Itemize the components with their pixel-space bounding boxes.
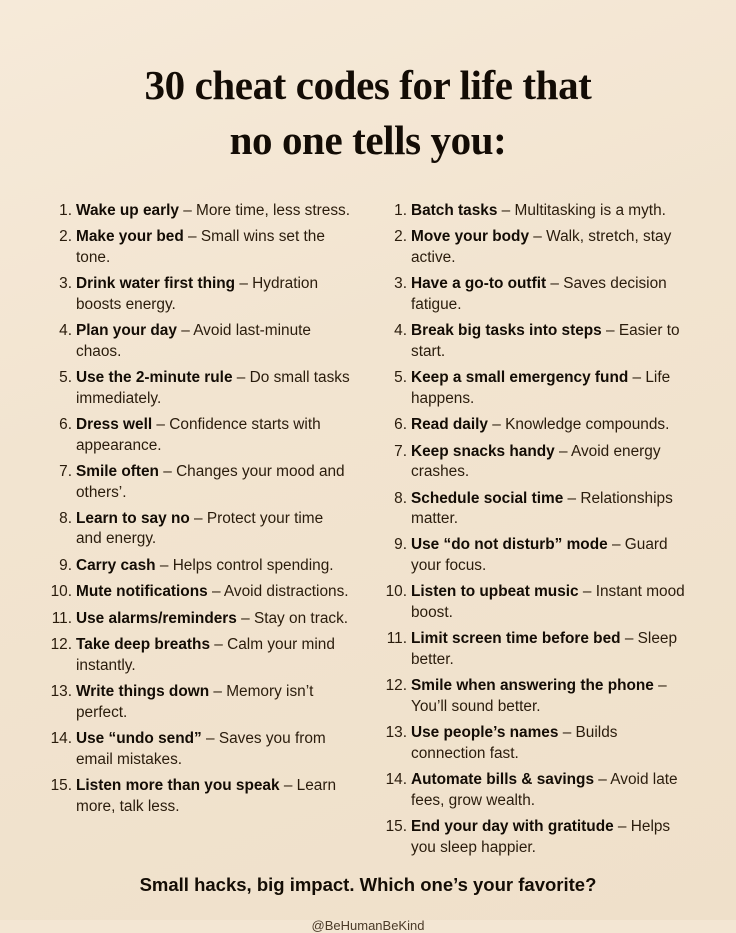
tip-term: Schedule social time <box>411 489 564 507</box>
tip-term: Use “undo send” <box>76 730 202 748</box>
tip-rest: – Small wins set the tone. <box>76 228 325 266</box>
tip-rest: – Protect your time and energy. <box>76 509 324 548</box>
tip-rest: – Avoid last-minute chaos. <box>76 322 311 360</box>
tip-term: Listen more than you speak <box>76 777 280 795</box>
tip-rest: – Instant mood boost. <box>411 583 685 621</box>
list-item <box>76 201 353 221</box>
page-title-line-1: 30 cheat codes for life that <box>144 62 592 108</box>
footer-call-to-action: Small hacks, big impact. Which one’s your favorite? <box>139 874 597 896</box>
tip-rest: – Calm your mind instantly. <box>76 636 335 674</box>
list-item <box>411 415 688 435</box>
list-item <box>411 227 688 268</box>
tip-term: Use alarms/reminders <box>76 609 237 627</box>
list-item <box>411 770 688 811</box>
tip-term: Read daily <box>411 416 488 434</box>
list-item <box>411 442 688 483</box>
list-item <box>76 509 353 550</box>
tip-term: Move your body <box>411 228 530 246</box>
tip-rest: – Life happens. <box>411 369 671 407</box>
tip-rest: – Knowledge compounds. <box>487 416 670 434</box>
tips-columns <box>34 201 702 865</box>
tip-rest: – Walk, stretch, stay active. <box>411 228 672 266</box>
tip-term: Automate bills & savings <box>411 771 595 789</box>
page-title-line-2: no one tells you: <box>229 117 507 164</box>
list-item <box>411 321 688 362</box>
list-item <box>76 682 353 723</box>
tip-rest: – Saves you from email mistakes. <box>76 730 326 768</box>
list-item <box>76 556 353 576</box>
tip-rest: – Saves decision fatigue. <box>411 275 667 313</box>
tip-term: Learn to say no <box>76 509 190 527</box>
list-item <box>411 723 688 764</box>
tip-rest: – Sleep better. <box>411 630 678 668</box>
tip-term: Dress well <box>76 416 153 434</box>
list-item <box>76 462 353 503</box>
list-item <box>411 489 688 530</box>
tip-term: Plan your day <box>76 322 177 340</box>
tip-term: Use people’s names <box>411 724 559 742</box>
list-item <box>76 415 353 456</box>
list-item <box>411 201 688 221</box>
tip-term: End your day with gratitude <box>411 818 614 836</box>
tip-rest: – Confidence starts with appearance. <box>76 416 321 454</box>
tip-term: Limit screen time before bed <box>411 630 621 648</box>
tip-term: Listen to upbeat music <box>411 583 579 601</box>
tip-rest: – Stay on track. <box>236 609 349 627</box>
list-item <box>411 368 688 409</box>
list-item <box>411 817 688 858</box>
list-item <box>76 321 353 362</box>
list-item <box>76 609 353 629</box>
tip-rest: – Easier to start. <box>411 322 680 360</box>
tips-list-left <box>44 201 353 818</box>
tip-rest: – Do small tasks immediately. <box>76 369 350 407</box>
tips-column-left <box>44 201 353 865</box>
list-item <box>76 635 353 676</box>
tip-rest: – Memory isn’t perfect. <box>76 683 314 721</box>
tip-term: Wake up early <box>76 201 179 219</box>
list-item <box>411 629 688 670</box>
tip-rest: – Hydration boosts energy. <box>76 275 319 313</box>
tip-rest: – Builds connection fast. <box>411 724 618 762</box>
tip-rest: – Learn more, talk less. <box>76 777 337 815</box>
tip-rest: – Helps control spending. <box>155 556 334 574</box>
tip-term: Smile when answering the phone <box>411 677 654 695</box>
tip-rest: – Avoid distractions. <box>207 583 349 601</box>
tip-term: Make your bed <box>76 228 184 246</box>
tip-rest: – Avoid late fees, grow wealth. <box>411 771 678 809</box>
tip-term: Smile often <box>76 463 159 481</box>
page-title <box>34 58 702 169</box>
tip-term: Keep snacks handy <box>411 442 555 460</box>
tip-term: Have a go-to outfit <box>411 275 547 293</box>
tip-rest: – You’ll sound better. <box>411 677 667 715</box>
tip-term: Break big tasks into steps <box>411 322 602 340</box>
list-item <box>76 582 353 602</box>
tip-term: Carry cash <box>76 556 156 574</box>
tip-rest: – Avoid energy crashes. <box>411 442 661 481</box>
list-item <box>76 729 353 770</box>
tip-rest: – More time, less stress. <box>178 201 350 219</box>
list-item <box>76 274 353 315</box>
tip-term: Write things down <box>76 683 210 701</box>
tip-term: Take deep breaths <box>76 636 211 654</box>
list-item <box>411 535 688 576</box>
tip-rest: – Multitasking is a myth. <box>497 201 666 219</box>
tip-term: Mute notifications <box>76 583 208 601</box>
tip-rest: – Guard your focus. <box>411 536 668 574</box>
list-item <box>76 227 353 268</box>
tip-rest: – Relationships matter. <box>411 489 673 527</box>
list-item <box>76 776 353 817</box>
list-item <box>411 582 688 623</box>
list-item <box>76 368 353 409</box>
tip-term: Batch tasks <box>411 201 498 219</box>
list-item <box>411 676 688 717</box>
tips-list-right <box>379 201 688 859</box>
tip-rest: – Changes your mood and others’. <box>76 463 345 501</box>
tip-rest: – Helps you sleep happier. <box>411 818 671 856</box>
tip-term: Drink water first thing <box>76 275 236 293</box>
tip-term: Use the 2-minute rule <box>76 369 233 387</box>
tips-column-right <box>379 201 688 865</box>
list-item <box>411 274 688 315</box>
tip-term: Keep a small emergency fund <box>411 369 629 387</box>
tip-term: Use “do not disturb” mode <box>411 536 608 554</box>
author-handle: @BeHumanBeKind <box>311 918 425 933</box>
